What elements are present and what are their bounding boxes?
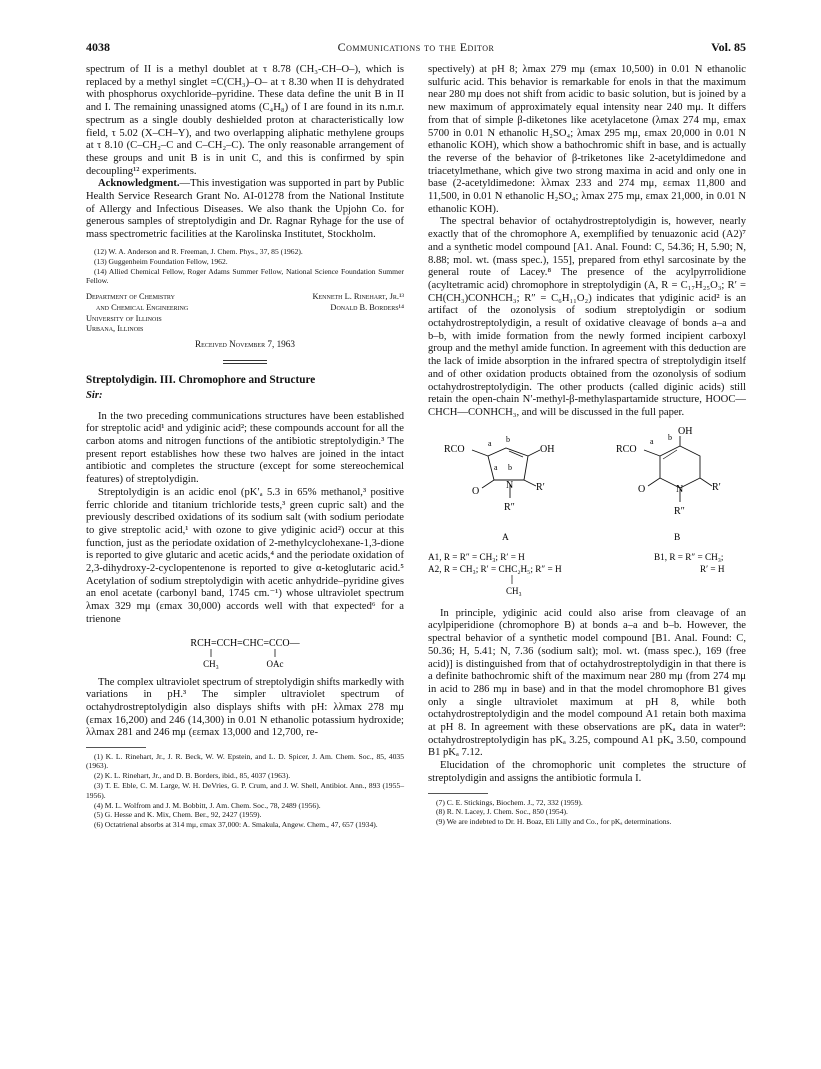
b-r-dprime: R″: [674, 505, 685, 517]
b-rco: RCO: [616, 443, 637, 455]
a-oh: OH: [540, 443, 555, 455]
right-paragraph-4: Elucidation of the chromophoric unit completes the structure of streptolydigin and assigns the antibiotic formula I.: [428, 760, 746, 784]
b-oh: OH: [678, 425, 693, 437]
a-bond-a: a: [488, 438, 492, 448]
footnote-7: (7) C. E. Stickings, Biochem. J., 72, 332 (1959).: [436, 797, 583, 807]
b1-definition: B1, R = R″ = CH₃;: [654, 551, 724, 562]
affil-line: University of Illinois: [86, 313, 162, 323]
left-column: [86, 64, 404, 830]
volume-label: Vol. 85: [711, 40, 746, 54]
a-r-prime: R′: [536, 481, 545, 493]
page-number: 4038: [86, 40, 110, 54]
structure-a: [444, 435, 554, 513]
footnotes-lower: [86, 752, 404, 830]
right-paragraph-1: spectively) at pH 8; λmax 279 mμ (εmax 10,500) in 0.01 N ethanolic sulfuric acid. This behavior is remarkable for enols in that the maximum near 280 mμ does not shift from acidic to basic solution, but is joined by a new maximum of approximately equal intensity near 240 mμ. It differs from that of simple β-diketones like acetylacetone (λmax 274 mμ, εmax 5700 in 0.01 N ethanolic H₂SO₄; λmax 295 mμ, εmax 20,000 in 0.01 N ethanolic KOH), which show a bathochromic shift in base, and is actually the reverse of the behavior of β-triketones like 2-acetyldimedone and triacetylmethane, which give two strong maxima in acid and only one in base (2-acetyldimedone: λλmax 233 and 274 mμ, εεmax 11,800 and 11,500, in 0.01 N ethanolic H₂SO₄; λmax 275 mμ, εmax 21,000, in 0.01 N ethanolic KOH).: [428, 64, 746, 215]
running-title: Communications to the Editor: [337, 40, 495, 54]
affil-line: Department of Chemistry: [86, 292, 175, 302]
a-bond-a-inner: a: [494, 462, 498, 472]
author-name: Kenneth L. Rinehart, Jr.¹³: [312, 292, 404, 302]
b-bond-a: a: [650, 436, 654, 446]
footnote-2: (2) K. L. Rinehart, Jr., and D. B. Borders, ibid., 85, 4037 (1963).: [94, 771, 291, 781]
b-r-prime: R′: [712, 481, 721, 493]
affil-line: and Chemical Engineering: [96, 303, 189, 313]
a-bond-b: b: [506, 434, 510, 444]
a-oxygen: O: [472, 485, 480, 497]
left-paragraph-1: spectrum of II is a methyl doublet at τ 8.78 (CH₃-CH–O–), which is replaced by a methyl singlet =C(CH₃)–O– at τ 8.30 when II is dehydrated with phosphorus oxychloride–pyridine. These data define the unit B in II and I. The remaining unassigned atoms (C₄H₈) of I are found in its n.m.r. spectrum as a single doubly deshielded proton at characteristically low field, τ 5.02 (X–CH–Y), and two overlapping aliphatic methylene groups at τ 8.10 (C–CH₂–C and C–CH₂–C). The only reasonable arrangement of these groups and unit B is in unit C, and this is confirmed by spin decoupling¹² experiments.: [86, 64, 404, 177]
footnote-separator-right: [428, 793, 488, 794]
footnote-1: (1) K. L. Rinehart, Jr., J. R. Beck, W. W. Epstein, and L. D. Spicer, J. Am. Chem. Soc., 85, 4035 (1963).: [86, 752, 404, 771]
footnote-6: (6) Octatrienal absorbs at 314 mμ, εmax 37,000: A. Smakula, Angew. Chem., 47, 657 (1934).: [94, 820, 378, 830]
footnote-14: (14) Allied Chemical Fellow, Roger Adams Summer Fellow, National Science Foundation Summer Fellow.: [86, 266, 404, 286]
salutation: Sir:: [86, 389, 103, 401]
footnote-9: (9) We are indebted to Dr. H. Boaz, Eli Lilly and Co., for pKₐ determinations.: [436, 817, 672, 827]
formula-main: RCH=CCH=CHC=CCO—: [190, 637, 300, 649]
right-column: [428, 64, 746, 827]
trienone-formula-drawing: [155, 635, 335, 671]
author-name: Donald B. Borders¹⁴: [330, 303, 404, 313]
b-oxygen: O: [638, 483, 646, 495]
a2-methyl: CH₃: [506, 585, 522, 596]
b-bond-b: b: [668, 432, 672, 442]
a1-definition: A1, R = R″ = CH₃; R′ = H: [428, 551, 525, 562]
article-title: Streptolydigin. III. Chromophore and Structure: [86, 374, 316, 387]
footnote-5: (5) G. Hesse and K. Mix, Chem. Ber., 92, 2427 (1959).: [94, 810, 262, 820]
footnote-3: (3) T. E. Eble, C. M. Large, W. H. DeVries, G. P. Crum, and J. W. Shell, Antibiot. Ann., 893 (1955–1956).: [86, 781, 404, 800]
acknowledgment: [86, 178, 404, 242]
structure-drawing: [428, 426, 746, 604]
section-divider: [223, 360, 267, 364]
label-a: A: [502, 532, 509, 543]
a-nitrogen: N: [506, 479, 514, 491]
acknowledgment-heading: Acknowledgment.: [98, 178, 180, 190]
left-paragraph-3: Streptolydigin is an acidic enol (pK′ₐ 5.3 in 65% methanol,³ positive ferric chloride and titanium trichloride tests,³ green cupric salt) and the previously described oxidations of its sodium salt (with sodium periodate to give streptolic acid,¹ with ozone to give ydiginic acid²) occur at this function, just as the periodate oxidation of 2-methylcyclohexane-1,3-dione is reported to give glutaric and acetic acids,⁴ and the periodate oxidation of 2,3-dihydroxy-2-cyclopentenone is reported to give α-ketoglutaric acid.⁵ Acetylation of sodium streptolydigin with acetic anhydride–pyridine gives an enol acetate (carbonyl band, 1745 cm.⁻¹) whose ultraviolet spectrum λmax 329 mμ (εmax 30,000) accords well with that expected⁶ for a trienone: [86, 486, 404, 625]
formula-sub-right: OAc: [266, 658, 284, 669]
formula-sub-left: CH₃: [203, 658, 219, 669]
affil-line: Urbana, Illinois: [86, 324, 144, 334]
department-address: [86, 292, 246, 334]
footnote-13: (13) Guggenheim Foundation Fellow, 1962.: [94, 256, 228, 266]
footnote-12: (12) W. A. Anderson and R. Freeman, J. Chem. Phys., 37, 85 (1962).: [94, 246, 303, 256]
right-paragraph-2: The spectral behavior of octahydrostreptolydigin is, however, nearly exactly that of the chromophore A, exemplified by tenuazonic acid (A2)⁷ and a synthetic model compound [A1. Anal. Found: C, 54.36; H, 5.90; N, 8.88; mol. wt. (mass spec.), 155], prepared from ethyl sarcosinate by the general route of Lacey.⁸ The presence of the acylpyrrolidione (acyltetramic acid) chromophore in streptolydigin (A, R = C₁₇H₂₅O₃; R′ = CH(CH₃)CONHCH₃; R″ = C₆H₁₁O₂) indicates that ydiginic acid² is an artifact of the ozonolysis of sodium streptolydigin or sodium octahydrostreptolydigin, a result of oxidative cleavage of bonds a–a and b–b, with imide formation from the newly formed incipient carboxyl group and the methyl amide function. In agreement with this deduction are the lack of imide absorption in the infrared spectra of streptolydigin itself and of other oxidation products obtained from the ozonolysis of sodium octahydrostreptolydigin. The other products (called diginic acids) still retain the open-chain N′-methyl-β-methylaspartamide structure, HOOC—CHCH—CONHCH₃, and will be discussed in the full paper.: [428, 216, 746, 418]
b1-definition-cont: R′ = H: [700, 563, 725, 574]
a-rco: RCO: [444, 443, 465, 455]
affiliation-block: [86, 292, 404, 336]
footnote-8: (8) R. N. Lacey, J. Chem. Soc., 850 (1954).: [436, 807, 568, 817]
a2-definition: A2, R = CH₃; R′ = CHC₂H₅; R″ = H: [428, 563, 562, 574]
footnotes-right: [428, 798, 746, 827]
acknowledgment-text: —This investigation was supported in part by Public Health Service Research Grant No. AI-01278 from the National Institute of Allergy and Infectious Diseases. We also thank the Upjohn Co. for generous samples of streptolydigin and Dr. Ragnar Ryhage for the use of mass spectrometric facilities at the Karolinska Institutet, Stockholm.: [86, 178, 404, 241]
chromophore-structures: [428, 426, 746, 604]
structure-b: [616, 426, 721, 517]
a-r-dprime: R″: [504, 501, 515, 513]
footnote-4: (4) M. L. Wolfrom and J. M. Bobbitt, J. Am. Chem. Soc., 78, 2489 (1956).: [94, 800, 321, 810]
a-bond-b-inner: b: [508, 462, 512, 472]
b-nitrogen: N: [676, 483, 684, 495]
authors: [254, 292, 404, 313]
received-date: Received November 7, 1963: [195, 339, 295, 350]
label-b: B: [674, 532, 681, 543]
right-paragraph-3: In principle, ydiginic acid could also arise from cleavage of an acylpiperidione (chromophore B) at bonds a–a and b–b. However, the spectral behavior of a synthetic model compound [B1. Anal. Found: C, 50.36; H, 5.41; N, 7.36 (sodium salt); mol. wt. (mass spec.), 169 (free acid)] is distinguished from that of octahydrostreptolydigin in that there is a definite bathochromic shift of the maximum near 280 mμ (from 274 mμ in acid to 286 mμ in base) and in that the model chromophore B1 gives only a single ultraviolet maximum at pH 8, while both octahydrostreptolydigin and the model compound A1 retain both maxima at pH 8. In agreement with these observations are pKₐ data in water⁹: octahydrostreptolydigin has pKₐ 3.25, compound A1 pKₐ 3.50, compound B1 pKₐ 7.12.: [428, 607, 746, 759]
trienone-formula: [86, 635, 404, 671]
page-header: [86, 40, 746, 56]
left-paragraph-4: The complex ultraviolet spectrum of streptolydigin shifts markedly with variations in pH.³ The simpler ultraviolet spectrum of octahydrostreptolydigin also displays shifts with pH: λλmax 278 mμ (εmax 16,200) and 246 (14,300) in 0.01 N ethanolic potassium hydroxide; λλmax 281 and 246 mμ (εεmax 13,000 and 12,700, re-: [86, 676, 404, 739]
footnote-separator: [86, 747, 146, 748]
left-paragraph-2: In the two preceding communications structures have been established for streptolic acid¹ and ydiginic acid²; these compounds account for all the carbon atoms and nitrogen functions of the antibiotic streptolydigin.³ The present report establishes how these two halves are joined in the intact antibiotic and completes the structure (except for some stereochemical features) of streptolydigin.: [86, 410, 404, 486]
footnotes-upper: [86, 247, 404, 286]
